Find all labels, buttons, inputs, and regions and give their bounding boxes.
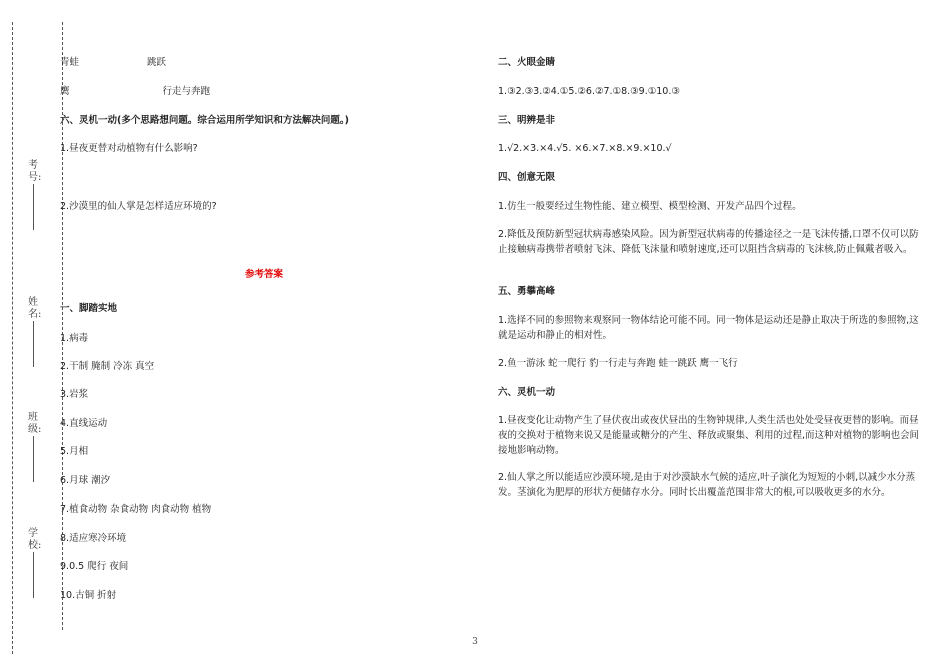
answer-item: 10.古铜 折射: [60, 590, 117, 601]
answer-item: 2.干制 腌制 冷冻 真空: [60, 361, 155, 372]
section-6-title: 六、灵机一动(多个思路想问题。综合运用所学知识和方法解决问题。): [60, 115, 349, 126]
question-1: 1.昼夜更替对动植物有什么影响?: [60, 143, 198, 154]
class-field: [28, 412, 58, 482]
answer-item: 4.直线运动: [60, 418, 108, 429]
page-number: 3: [472, 637, 478, 647]
answer-section-5-p2: 2.鱼一游泳 蛇一爬行 豹一行走与奔跑 蛙一跳跃 鹰一飞行: [498, 358, 738, 369]
answer-item: 9.0.5 爬行 夜间: [60, 561, 129, 572]
answer-section-3-text: 1.√2.×3.×4.√5. ×6.×7.×8.×9.×10.√: [498, 143, 672, 154]
answer-section-5-title: 五、勇攀高峰: [498, 286, 556, 297]
answer-section-4-p2: 2.降低及预防新型冠状病毒感染风险。因为新型冠状病毒的传播途径之一是飞沫传播,口罩不仅可以防止接触病毒携带者喷射飞沫、降低飞沫量和喷射速度,还可以阻挡含病毒的飞沫核,防止佩戴者吸入。: [498, 229, 919, 255]
answer-section-6-p1: 1.昼夜变化让动物产生了昼伏夜出或夜伏昼出的生物钟规律,人类生活也处处受昼夜更替的影响。而昼夜的交换对于植物来说又是能量或糖分的产生、释放或聚集、利用的过程,而这种对植物的影响也会间接地影响动物。: [498, 415, 920, 456]
match-row: [60, 84, 210, 99]
answer-section-1-title: 一、脚踏实地: [60, 303, 118, 314]
school-label: 学校:: [28, 528, 42, 551]
exam-number-line: [33, 184, 34, 230]
answer-section-3-title: 三、明辨是非: [498, 115, 556, 126]
name-label: 姓名:: [28, 297, 42, 320]
match-animal: 青蛙: [60, 57, 80, 68]
answer-item: 7.植食动物 杂食动物 肉食动物 植物: [60, 504, 212, 515]
exam-number-field: [28, 160, 58, 230]
class-line: [33, 436, 34, 482]
match-animal: 鹰: [60, 86, 70, 97]
answer-section-6-title: 六、灵机一动: [498, 387, 556, 398]
name-line: [33, 321, 34, 367]
match-motion: 跳跃: [147, 57, 167, 68]
answer-item: 5.月相: [60, 446, 89, 457]
answer-section-4-p1: 1.仿生一般要经过生物性能、建立模型、模型检测、开发产品四个过程。: [498, 201, 802, 212]
answer-item: 8.适应寒冷环境: [60, 533, 127, 544]
school-line: [33, 552, 34, 598]
answer-item: 6.月球 潮汐: [60, 475, 111, 486]
exam-number-label: 考号:: [28, 160, 42, 183]
answer-item: 3.岩浆: [60, 389, 89, 400]
answer-section-5-p1: 1.选择不同的参照物来观察同一物体结论可能不同。同一物体是运动还是静止取决于所选的参照物,这就是运动和静止的相对性。: [498, 315, 919, 341]
school-field: [28, 528, 58, 598]
binding-dashed-line-outer: [12, 22, 13, 654]
question-2: 2.沙漠里的仙人掌是怎样适应环境的?: [60, 201, 217, 212]
answer-section-2-title: 二、火眼金睛: [498, 57, 556, 68]
name-field: [28, 297, 58, 367]
answer-section-2-text: 1.③2.③3.②4.①5.②6.②7.①8.③9.①10.③: [498, 86, 680, 97]
answers-heading: 参考答案: [245, 269, 284, 280]
match-row: [60, 55, 166, 70]
answer-section-6-p2: 2.仙人掌之所以能适应沙漠环境,是由于对沙漠缺水气候的适应,叶子演化为短短的小刺,以减少水分蒸发。茎演化为肥厚的形状方便储存水分。同时长出覆盖范围非常大的根,可以吸收更多的水分。: [498, 472, 916, 498]
class-label: 班级:: [28, 412, 42, 435]
match-motion: 行走与奔跑: [162, 86, 211, 97]
answer-section-4-title: 四、创意无限: [498, 172, 556, 183]
answer-item: 1.病毒: [60, 333, 89, 344]
